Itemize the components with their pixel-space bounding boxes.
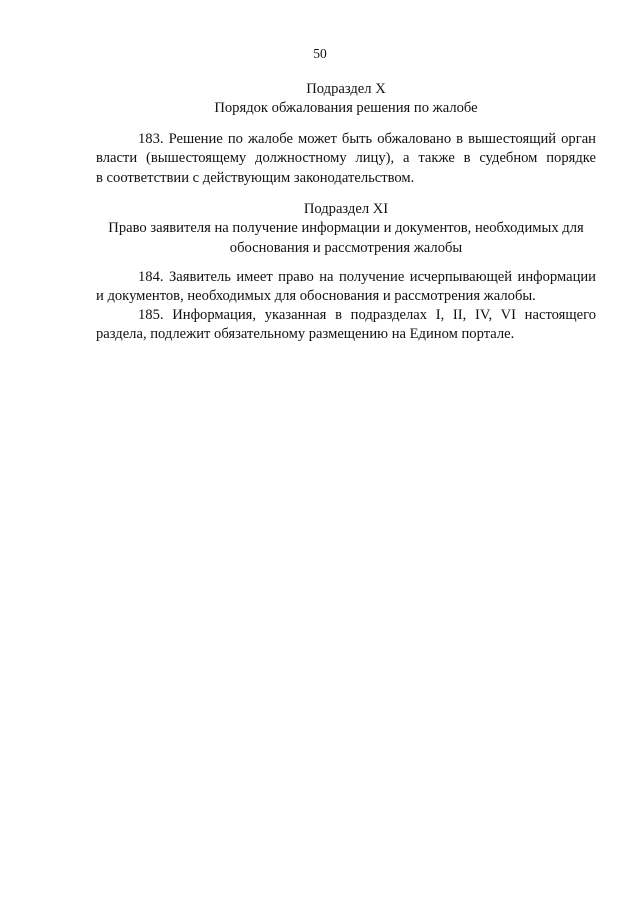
paragraph-184-line-1: 184. Заявитель имеет право на получение исчерпывающей информации: [138, 269, 596, 285]
section-x-heading: [96, 80, 596, 119]
section-xi-heading: [96, 200, 596, 258]
paragraph-183: [96, 130, 596, 188]
paragraph-183-line-1: 183. Решение по жалобе может быть обжаловано в вышестоящий орган: [138, 131, 596, 147]
section-x-subtitle: Порядок обжалования решения по жалобе: [214, 100, 478, 117]
paragraph-185-line-2: раздела, подлежит обязательному размещению на Едином портале.: [96, 326, 515, 343]
paragraph-184-line-2: и документов, необходимых для обоснования и рассмотрения жалобы.: [96, 288, 536, 305]
paragraph-183-line-2: власти (вышестоящему должностному лицу), а также в судебном порядке: [96, 150, 596, 167]
paragraph-185-line-1: 185. Информация, указанная в подразделах I, II, IV, VI настоящего: [138, 307, 596, 323]
paragraph-184: [96, 268, 596, 307]
paragraph-183-line-3: в соответствии с действующим законодательством.: [96, 169, 415, 186]
section-xi-subtitle-line-2: обоснования и рассмотрения жалобы: [229, 239, 463, 256]
section-x-title: Подраздел X: [306, 81, 386, 97]
paragraph-185: [96, 306, 596, 345]
page-number: 50: [313, 46, 327, 61]
section-xi-title: Подраздел XI: [303, 201, 389, 217]
section-xi-subtitle-line-1: Право заявителя на получение информации и документов, необходимых для: [108, 220, 584, 237]
